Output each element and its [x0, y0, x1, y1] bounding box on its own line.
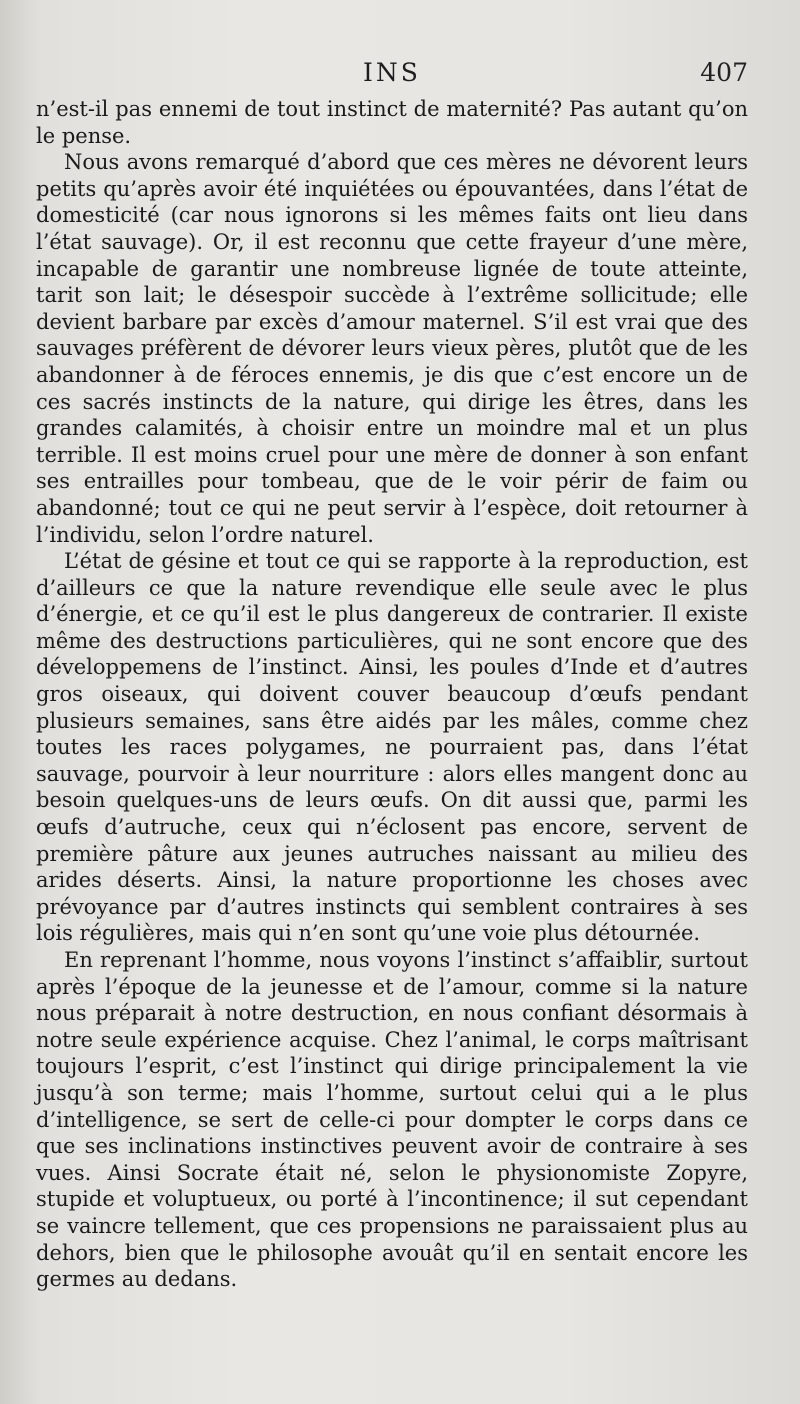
paragraph-human-instinct: En reprenant l’homme, nous voyons l’instinct s’affaiblir, surtout après l’époque de la jeunesse et de l’amour, comme si la nature nous préparait à notre destruction, en nous confiant désormais à notre seule expérience acquise. Chez l’animal, le corps maîtrisant toujours l’esprit, c’est l’instinct qui dirige principalement la vie jusqu’à son terme; mais l’homme, surtout celui qui a le plus d’intelligence, se sert de celle-ci pour dompter le corps dans ce que ses inclinations instinctives peuvent avoir de contraire à ses vues. Ainsi Socrate était né, selon le physionomiste Zopyre, stupide et voluptueux, ou porté à l’incontinence; il sut cependant se vaincre tellement, que ces propensions ne paraissaient plus au dehors, bien que le philosophe avouât qu’il en sentait encore les germes au dedans.: [36, 948, 748, 1292]
page-number: 407: [700, 58, 748, 87]
paragraph-continued: n’est-il pas ennemi de tout instinct de maternité? Pas autant qu’on le pense.: [36, 97, 748, 148]
running-head: INS: [363, 58, 421, 87]
paragraph-devouring-young: Nous avons remarqué d’abord que ces mères ne dévorent leurs petits qu’après avoir été inquiétées ou épouvantées, dans l’état de domesticité (car nous ignorons si les mêmes faits ont lieu dans l’état sauvage). Or, il est reconnu que cette frayeur d’une mère, incapable de garantir une nombreuse lignée de toute atteinte, tarit son lait; le désespoir succède à l’extrême sollicitude; elle devient barbare par excès d’amour maternel. S’il est vrai que des sauvages préfèrent de dévorer leurs vieux pères, plutôt que de les abandonner à de féroces ennemis, je dis que c’est encore un de ces sacrés instincts de la nature, qui dirige les êtres, dans les grandes calamités, à choisir entre un moindre mal et un plus terrible. Il est moins cruel pour une mère de donner à son enfant ses entrailles pour tombeau, que de le voir périr de faim ou abandonné; tout ce qui ne peut servir à l’espèce, doit retourner à l’individu, selon l’ordre naturel.: [36, 150, 748, 547]
page-header: [36, 58, 748, 94]
body-text: [36, 96, 748, 1293]
paragraph-reproduction: L’état de gésine et tout ce qui se rapporte à la reproduction, est d’ailleurs ce que la nature revendique elle seule avec le plus d’énergie, et ce qu’il est le plus dangereux de contrarier. Il existe même des destructions particulières, qui ne sont encore que des développemens de l’instinct. Ainsi, les poules d’Inde et d’autres gros oiseaux, qui doivent couver beaucoup d’œufs pendant plusieurs semaines, sans être aidés par les mâles, comme chez toutes les races polygames, ne pourraient pas, dans l’état sauvage, pourvoir à leur nourriture : alors elles mangent donc au besoin quelques-uns de leurs œufs. On dit aussi que, parmi les œufs d’autruche, ceux qui n’éclosent pas encore, servent de première pâture aux jeunes autruches naissant au milieu des arides déserts. Ainsi, la nature proportionne les choses avec prévoyance par d’autres instincts qui semblent contraires à ses lois régulières, mais qui n’en sont qu’une voie plus détournée.: [36, 549, 748, 946]
